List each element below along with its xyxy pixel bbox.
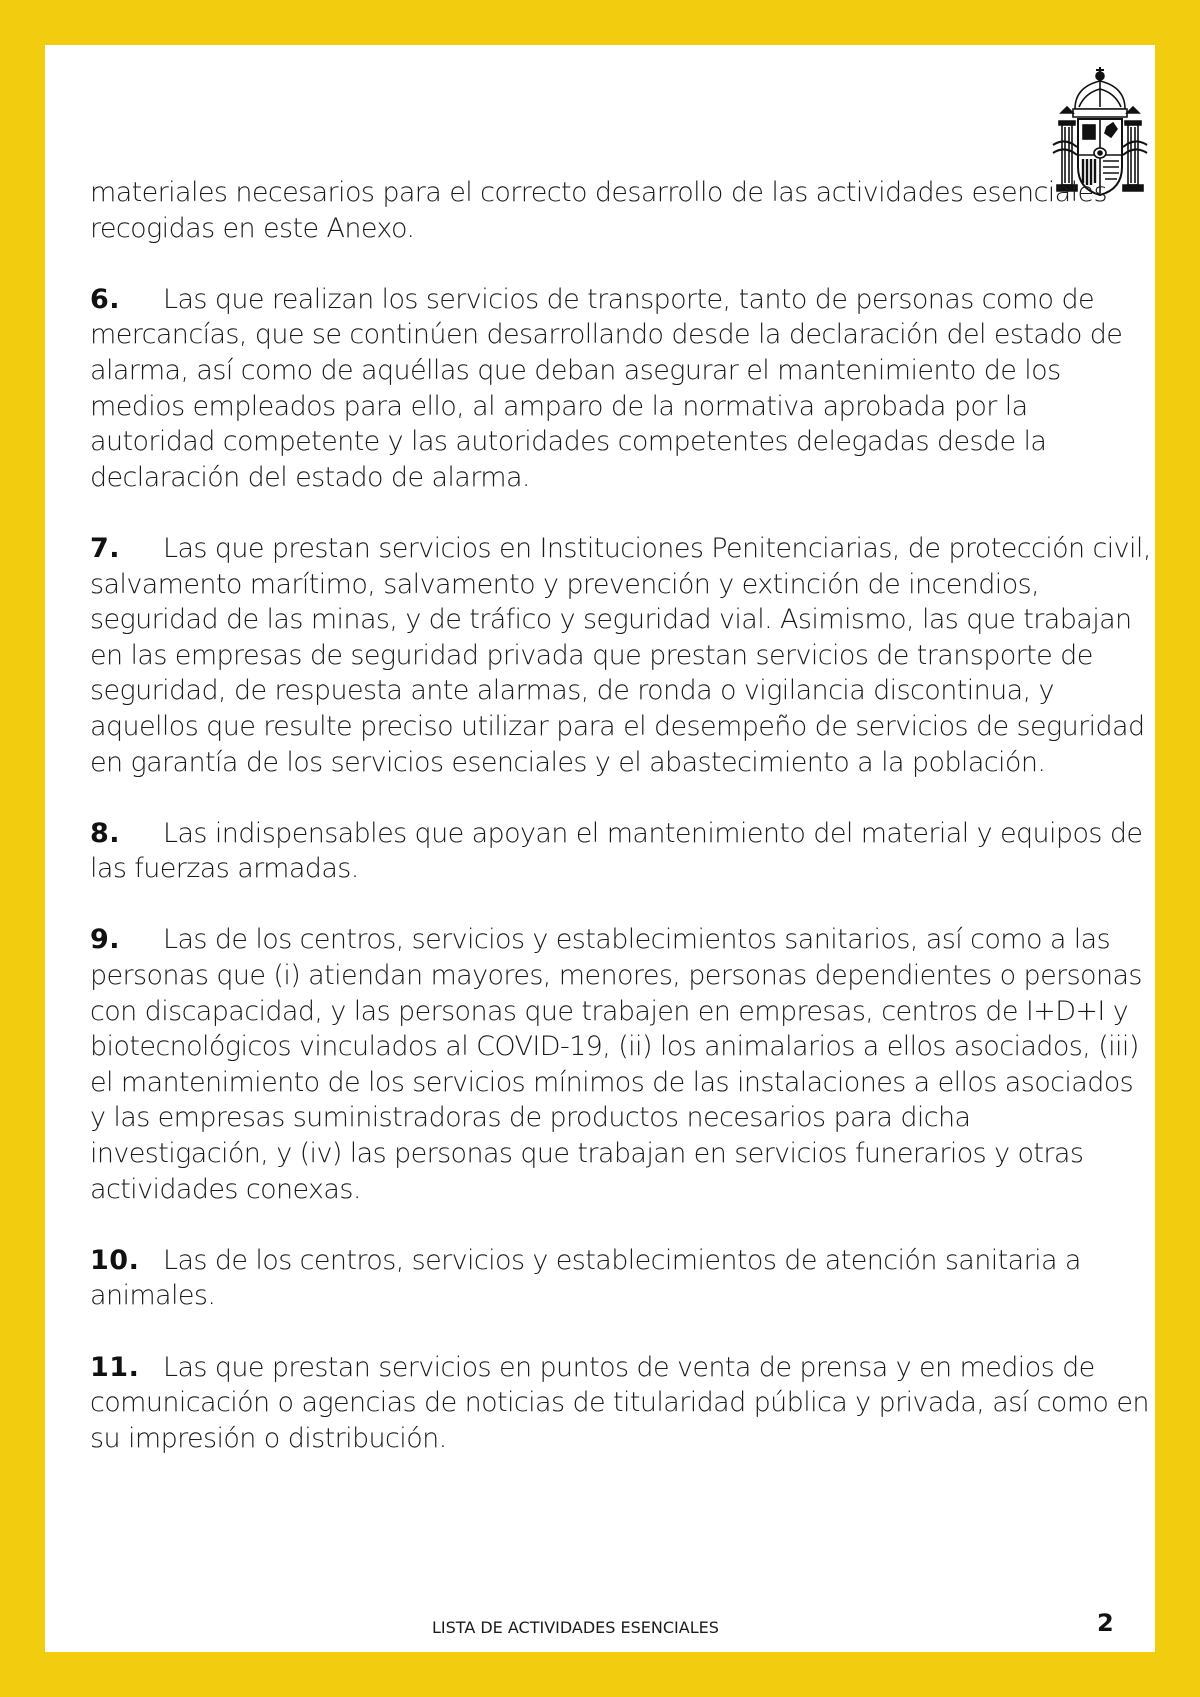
list-item <box>90 816 1155 887</box>
list-item <box>90 282 1155 496</box>
item-number: 10. <box>90 1244 140 1276</box>
list-item <box>90 1243 1155 1314</box>
page-number: 2 <box>1097 1609 1114 1637</box>
document-page <box>45 45 1155 1652</box>
item-text: Las que prestan servicios en Instituciones Penitenciarias, de protección civil, salvamento marítimo, salvamento y prevención y extinción de incendios, seguridad de las minas, y de tráfico y seguridad vial. Asimismo, las que trabajan en las empresas de seguridad privada que prestan servicios de transporte de seguridad, de respuesta ante alarmas, de ronda o vigilancia discontinua, y aquellos que resulte preciso utilizar para el desempeño de servicios de seguridad en garantía de los servicios esenciales y el abastecimiento a la población. <box>90 532 1151 778</box>
item-number: 11. <box>90 1351 140 1383</box>
item-text: Las que prestan servicios en puntos de venta de prensa y en medios de comunicación o agencias de noticias de titularidad pública y privada, así como en su impresión o distribución. <box>90 1351 1149 1454</box>
item-text: Las que realizan los servicios de transporte, tanto de personas como de mercancías, que se continúen desarrollando desde la declaración del estado de alarma, así como de aquéllas que deban asegurar el mantenimiento de los medios empleados para ello, al amparo de la normativa aprobada por la autoridad competente y las autoridades competentes delegadas desde la declaración del estado de alarma. <box>90 283 1123 493</box>
item-number: 8. <box>90 817 121 849</box>
item-text: Las de los centros, servicios y establecimientos sanitarios, así como a las personas que (i) atiendan mayores, menores, personas dependientes o personas con discapacidad, y las personas que trabajen en empresas, centros de I+D+I y biotecnológicos vinculados al COVID-19, (ii) los animalarios a ellos asociados, (iii) el mantenimiento de los servicios mínimos de las instalaciones a ellos asociados y las empresas suministradoras de productos necesarios para dicha investigación, y (iv) las personas que trabajan en servicios funerarios y otras actividades conexas. <box>90 924 1142 1205</box>
list-item <box>90 1350 1155 1457</box>
body-text <box>90 175 1155 1492</box>
intro-paragraph: materiales necesarios para el correcto desarrollo de las actividades esenciales recogidas en este Anexo. <box>90 177 1107 244</box>
item-number: 6. <box>90 283 121 315</box>
item-text: Las indispensables que apoyan el mantenimiento del material y equipos de las fuerzas armadas. <box>90 817 1143 885</box>
item-text: Las de los centros, servicios y establecimientos de atención sanitaria a animales. <box>90 1244 1081 1312</box>
item-number: 9. <box>90 924 121 956</box>
item-number: 7. <box>90 532 121 564</box>
list-item <box>90 531 1155 780</box>
list-item <box>90 922 1155 1207</box>
footer-title: LISTA DE ACTIVIDADES ESENCIALES <box>432 1618 719 1637</box>
